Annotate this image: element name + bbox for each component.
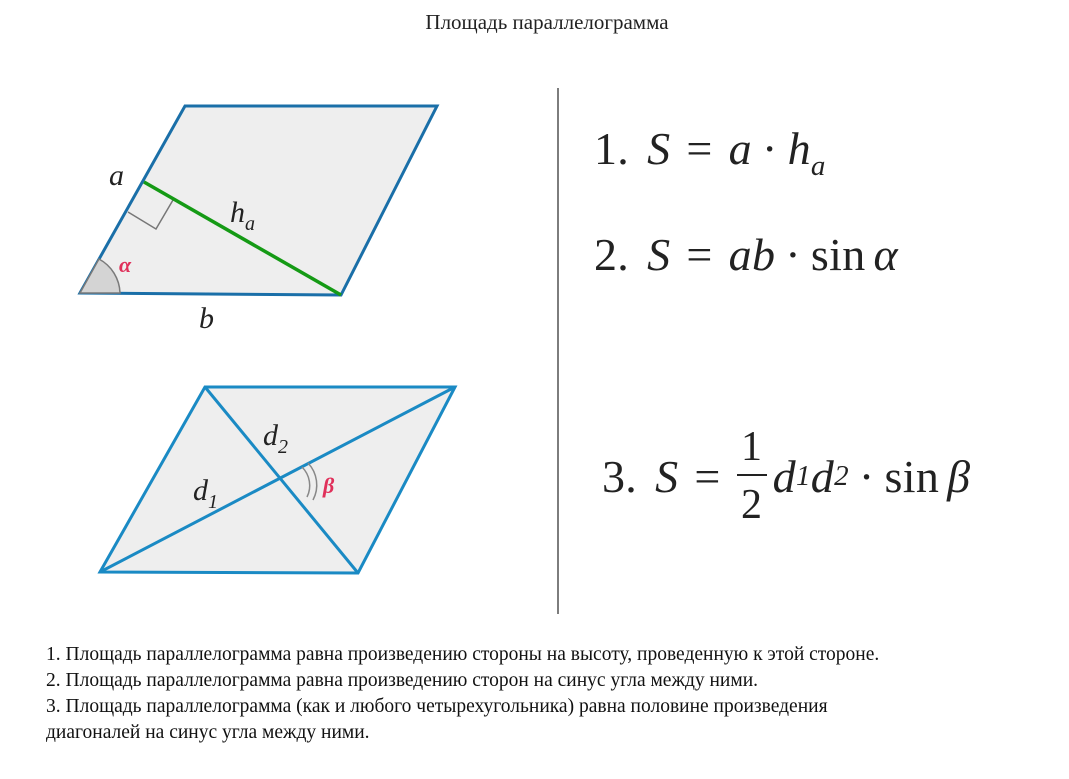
label-h-sub: a (245, 213, 255, 235)
formula-3-sin: sin (884, 450, 940, 502)
parallelogram-height-figure (80, 106, 437, 335)
label-b: b (199, 302, 214, 335)
parallelogram-top-shape (80, 106, 437, 295)
formula-3 (602, 426, 970, 526)
formula-3-d1-sub: 1 (795, 459, 811, 492)
label-a: a (109, 159, 124, 192)
label-beta: β (323, 473, 335, 498)
formula-2-eq: = (686, 229, 713, 280)
formula-1 (594, 122, 826, 183)
label-d1-sub: 1 (208, 491, 218, 513)
formula-2-ab: ab (728, 229, 776, 280)
label-d2-sub: 2 (278, 436, 288, 458)
formula-3-number: 3. (602, 450, 638, 502)
vertical-divider (557, 88, 559, 614)
label-d2-letter: d (263, 419, 278, 452)
formula-2-sin: sin (810, 229, 866, 280)
parallelogram-diagonals-figure (100, 387, 455, 573)
statements-block (46, 642, 1036, 746)
formula-2-alpha: α (873, 229, 898, 280)
formula-1-h: h (787, 123, 811, 174)
formula-3-beta: β (947, 450, 971, 502)
label-alpha: α (119, 252, 132, 277)
statement-2: 2. Площадь параллелограмма равна произведению сторон на синус угла между ними. (46, 670, 759, 691)
formula-3-fraction (737, 426, 767, 526)
label-h: h (230, 196, 245, 229)
formula-2 (594, 228, 898, 281)
label-d1-letter: d (193, 474, 208, 507)
statement-1: 1. Площадь параллелограмма равна произведению стороны на высоту, проведенную к этой стороне. (46, 644, 880, 665)
formula-3-d2-sub: 2 (834, 459, 849, 492)
parallelogram-diagrams (0, 60, 560, 620)
formula-1-h-sub: a (810, 150, 826, 182)
formula-1-eq: = (686, 123, 713, 174)
fraction-denominator: 2 (741, 482, 763, 528)
statement-3: 3. Площадь параллелограмма (как и любого четырехугольника) равна половине произведения (46, 696, 828, 717)
formula-1-dot: · (761, 123, 778, 174)
page-title: Площадь параллелограмма (425, 10, 669, 34)
formula-3-dot: · (858, 450, 875, 502)
formula-1-s: S (647, 123, 671, 174)
formula-3-s: S (655, 450, 679, 502)
formula-1-number: 1. (594, 123, 630, 174)
formula-2-number: 2. (594, 229, 630, 280)
formula-1-a: a (728, 123, 752, 174)
formula-3-d2: d (810, 450, 835, 502)
formula-3-eq: = (694, 450, 721, 502)
fraction-numerator: 1 (741, 424, 763, 470)
formula-3-d1: d (772, 450, 796, 502)
formula-2-s: S (647, 229, 671, 280)
formula-2-dot: · (785, 229, 801, 280)
statement-3-continued: диагоналей на синус угла между ними. (46, 722, 370, 743)
